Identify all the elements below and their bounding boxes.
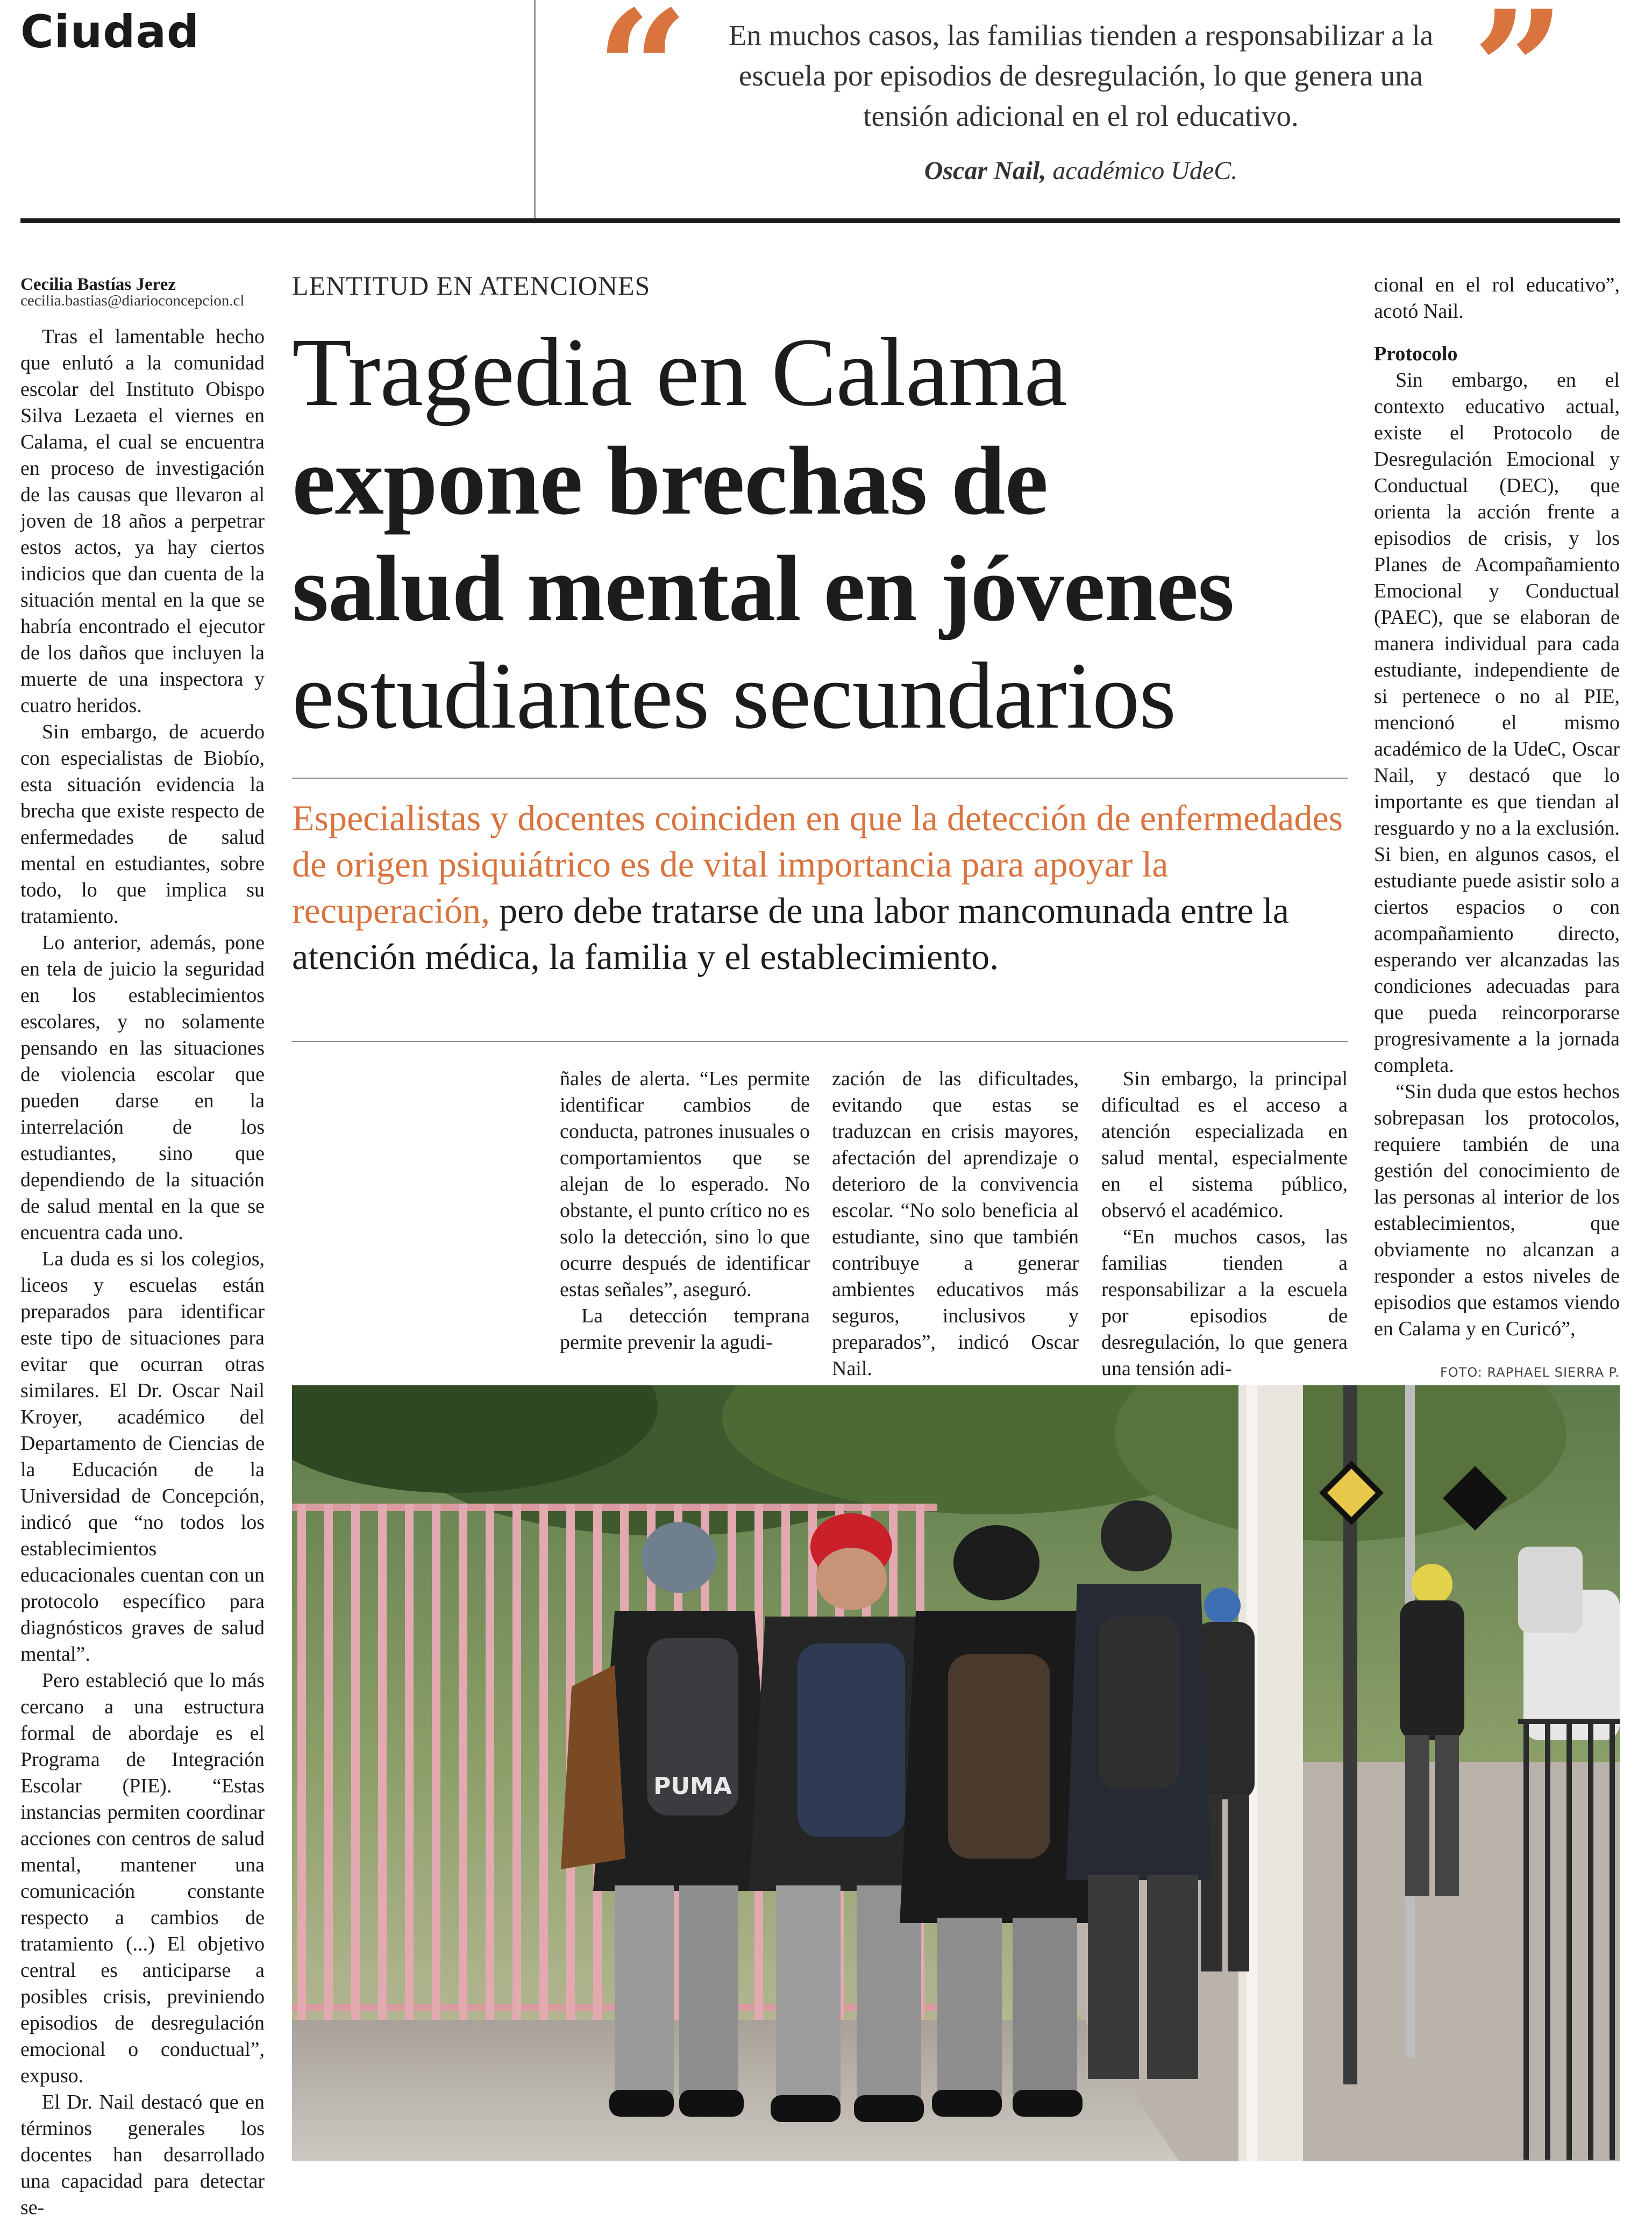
paragraph: “Sin duda que estos hechos sobrepasan los protocolos, requiere también de una gestión del conocimiento de las personas al interior de los establecimientos, que obviamente no alcanzan a responder a estos niveles de episodios que estamos viendo en Calama y en Curicó”, [1374, 1080, 1620, 1340]
body-column-3 [832, 1066, 1079, 1382]
header-rule [20, 218, 1620, 223]
paragraph: cional en el rol educativo”, acotó Nail. [1374, 274, 1620, 323]
body-column-1 [20, 324, 265, 2221]
byline-name: Cecilia Bastías Jerez [20, 275, 176, 294]
backpack-brand: PUMA [653, 1772, 732, 1800]
paragraph: Pero estableció que lo más cercano a una estructura formal de abordaje es el Programa de Integración Escolar (PIE). “Estas instancias permiten coordinar acciones con centros de salud mental, mantener una comunicación constante respecto a cambios de tratamiento (...) El objetivo central es anticiparse a posibles crisis, previniendo episodios de desregulación emocional o conductual”, expuso. [20, 1669, 265, 2087]
paragraph: ñales de alerta. “Les permite identificar cambios de conducta, patrones inusuales o comportamientos que se alejan de lo esperado. No obstante, el punto crítico no es solo la detección, sino lo que ocurre después de identificar estas señales”, aseguró. [560, 1067, 810, 1301]
pull-quote: En muchos casos, las familias tienden a responsabilizar a la escuela por episodios de desregulación, lo que genera una tensión adicional en el rol educativo. [728, 19, 1434, 132]
paragraph: Sin embargo, la principal dificultad es el acceso a atención especializada en salud mental, especialmente en el sistema público, observó el académico. [1101, 1067, 1348, 1222]
open-quote-icon: “ [596, 0, 689, 165]
pull-quote-attribution [721, 156, 1441, 186]
headline-line-1: Tragedia en Calama [292, 318, 1067, 426]
paragraph: Lo anterior, además, pone en tela de juicio la seguridad en los establecimientos escolares, y no solamente pensando en las situaciones de violencia escolar que pueden darse en la interrelación de los estudiantes, sino que dependiendo de la situación de salud mental en la que se encuentra cada uno. [20, 931, 265, 1244]
paragraph: El Dr. Nail destacó que en términos generales los docentes han desarrollado una capacidad para detectar se- [20, 2091, 265, 2219]
headline-line-2: expone brechas de [292, 427, 1048, 535]
paragraph: Tras el lamentable hecho que enlutó a la comunidad escolar del Instituto Obispo Silva Lezaeta el viernes en Calama, el cual se encuentra en proceso de investigación de las causas que llevaron al joven de 18 años a perpetrar estos actos, ya hay ciertos indicios que dan cuenta de la situación mental en la que se habría encontrado el ejecutor de los daños que incluyen la muerte de una inspectora y cuatro heridos. [20, 325, 265, 717]
body-column-4 [1101, 1066, 1348, 1382]
deck-accent: Especialistas y docentes coinciden en que la detección de enfermedades de origen psiquiátrico es de vital importancia para apoyar la recuperación, [292, 798, 1343, 931]
pull-quote-author: Oscar Nail, [924, 156, 1046, 185]
subhead-protocolo: Protocolo [1374, 343, 1458, 365]
close-quote-icon: ” [1472, 0, 1565, 165]
news-photo [292, 1385, 1620, 2161]
photo-credit: FOTO: RAPHAEL SIERRA P. [1440, 1365, 1620, 1380]
deck-rule-top [292, 778, 1348, 779]
header-divider [534, 0, 536, 219]
headline-line-4: estudiantes secundarios [292, 643, 1176, 749]
paragraph: Sin embargo, de acuerdo con especialistas de Biobío, esta situación evidencia la brecha que existe respecto de enfermedades de salud mental en estudiantes, sobre todo, lo que implica su tratamiento. [20, 721, 265, 928]
pull-quote-role: académico UdeC. [1052, 156, 1238, 185]
body-column-5 [1374, 272, 1620, 1342]
paragraph: zación de las dificultades, evitando que estas se traduzcan en crisis mayores, afectación del aprendizaje o deterioro de la convivencia escolar. “No solo beneficia al estudiante, sino que también contribuye a generar ambientes educativos más seguros, inclusivos y preparados”, indicó Oscar Nail. [832, 1067, 1079, 1380]
kicker: LENTITUD EN ATENCIONES [292, 270, 651, 301]
student-back-right [1066, 1500, 1212, 2079]
students-walking-illustration [292, 1385, 1620, 2161]
deck-rest: pero debe tratarse de una labor mancomunada entre la atención médica, la familia y el establecimiento. [292, 890, 1289, 977]
section-title: Ciudad [20, 5, 200, 58]
paragraph: Sin embargo, en el contexto educativo actual, existe el Protocolo de Desregulación Emocional y Conductual (DEC), que orienta la acción frente a episodios de crisis, y los Planes de Acompañamiento Emocional y Conductual (PAEC), que se elaboran de manera individual para cada estudiante, independiente de si pertenece o no al PIE, mencionó el mismo académico de la UdeC, Oscar Nail, y destacó que lo importante es que tiendan al resguardo y no a la exclusión. Si bien, en algunos casos, el estudiante puede asistir solo a ciertos espacios o con acompañamiento directo, esperando ver alcanzadas las condiciones adecuadas para que pueda reincorporarse progresivamente a la jornada completa. [1374, 369, 1620, 1077]
paragraph: “En muchos casos, las familias tienden a responsabilizar a la escuela por episodios de desregulación, lo que genera una tensión adi- [1101, 1226, 1348, 1380]
paragraph: La duda es si los colegios, liceos y escuelas están preparados para identificar este tipo de situaciones para evitar que ocurran otras similares. El Dr. Oscar Nail Kroyer, académico del Departamento de Ciencias de la Educación de la Universidad de Concepción, indicó que “no todos los establecimientos educacionales cuentan con un protocolo específico para diagnósticos graves de salud mental”. [20, 1248, 265, 1665]
headline-line-3: salud mental en jóvenes [292, 536, 1234, 640]
body-column-2 [560, 1066, 810, 1356]
byline [20, 276, 268, 309]
byline-email[interactable]: cecilia.bastias@diarioconcepcion.cl [20, 292, 245, 309]
deck-rule-bottom [292, 1041, 1348, 1042]
deck [292, 795, 1348, 980]
paragraph: La detección temprana permite prevenir la agudi- [560, 1305, 810, 1354]
